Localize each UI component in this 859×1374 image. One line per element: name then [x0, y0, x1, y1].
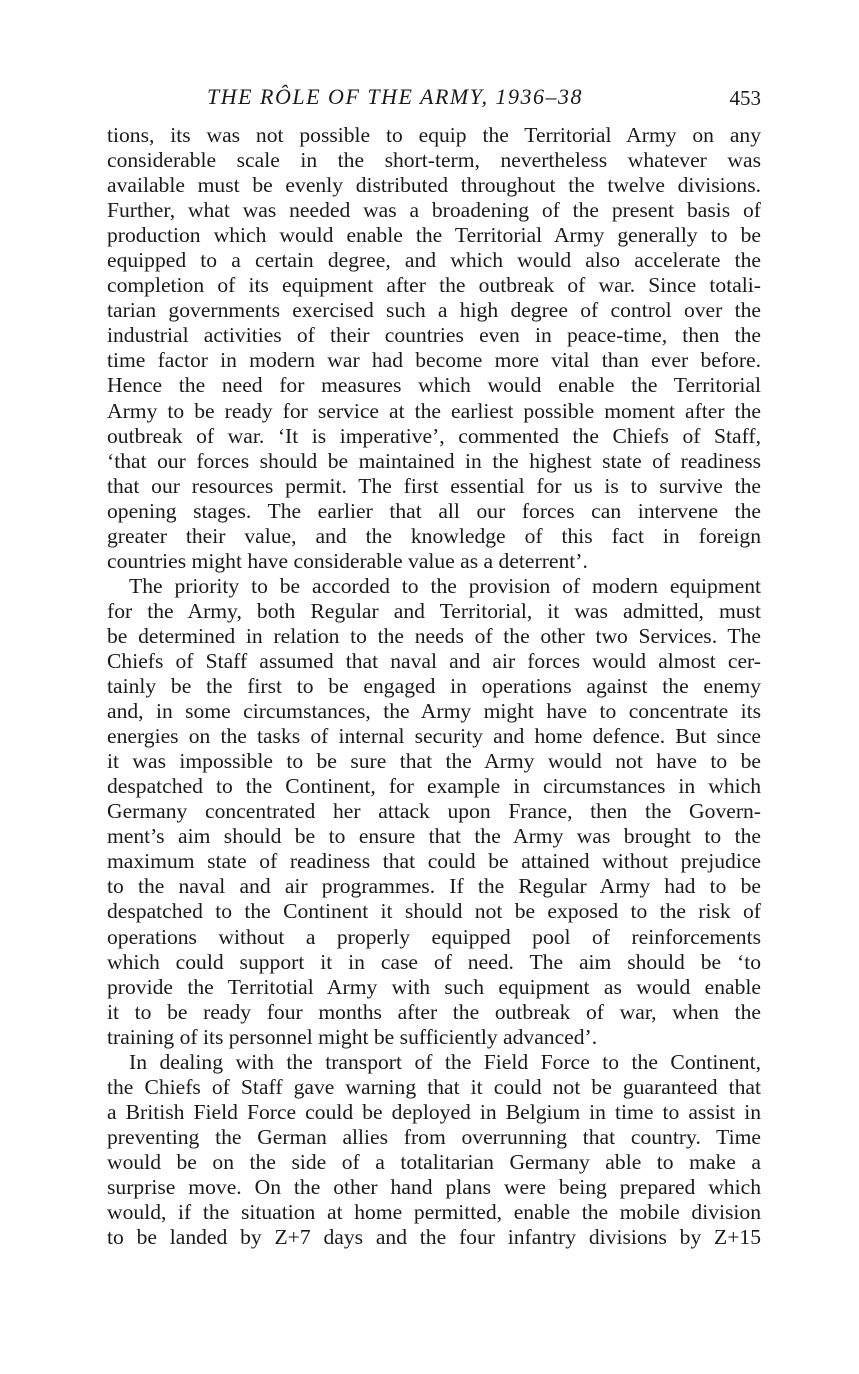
text-line: outbreak of war. ‘It is imperative’, commented the Chiefs of Staff,: [107, 423, 761, 448]
text-line: a British Field Force could be deployed in Belgium in time to assist in: [107, 1099, 761, 1124]
body-text: [107, 123, 761, 1250]
text-line: maximum state of readiness that could be attained without prejudice: [107, 849, 761, 874]
text-line: considerable scale in the short-term, nevertheless whatever was: [107, 148, 761, 173]
running-title: THE RÔLE OF THE ARMY, 1936–38: [207, 84, 583, 109]
text-line: production which would enable the Territorial Army generally to be: [107, 223, 761, 248]
text-line: it was impossible to be sure that the Army would not have to be: [107, 749, 761, 774]
text-line: and, in some circumstances, the Army might have to concentrate its: [107, 699, 761, 724]
page-header: [107, 84, 761, 114]
text-line: to the naval and air programmes. If the Regular Army had to be: [107, 874, 761, 899]
text-line: opening stages. The earlier that all our forces can intervene the: [107, 498, 761, 523]
page-number: 453: [729, 86, 761, 110]
text-line: would be on the side of a totalitarian Germany able to make a: [107, 1149, 761, 1174]
text-line: to be landed by Z+7 days and the four infantry divisions by Z+15: [107, 1225, 761, 1250]
text-line: ment’s aim should be to ensure that the Army was brought to the: [107, 824, 761, 849]
text-line: training of its personnel might be sufficiently advanced’.: [107, 1024, 598, 1049]
text-line: time factor in modern war had become more vital than ever before.: [107, 348, 761, 373]
text-line: provide the Territotial Army with such equipment as would enable: [107, 974, 761, 999]
text-line: tions, its was not possible to equip the Territorial Army on any: [107, 123, 761, 147]
text-line: ‘that our forces should be maintained in the highest state of readiness: [107, 448, 761, 473]
paragraph: [107, 574, 761, 1050]
text-line: tarian governments exercised such a high degree of control over the: [107, 298, 761, 323]
text-line: Further, what was needed was a broadening of the present basis of: [107, 198, 761, 223]
text-line: Germany concentrated her attack upon France, then the Govern-: [107, 799, 761, 824]
text-line: despatched to the Continent it should not be exposed to the risk of: [107, 899, 761, 924]
text-line: In dealing with the transport of the Field Force to the Continent,: [129, 1049, 761, 1074]
text-line: equipped to a certain degree, and which would also accelerate the: [107, 248, 761, 273]
text-line: The priority to be accorded to the provision of modern equipment: [129, 573, 761, 598]
text-line: energies on the tasks of internal security and home defence. But since: [107, 724, 761, 749]
text-line: it to be ready four months after the outbreak of war, when the: [107, 999, 761, 1024]
text-line: which could support it in case of need. The aim should be ‘to: [107, 949, 761, 974]
text-line: completion of its equipment after the outbreak of war. Since totali-: [107, 273, 761, 298]
text-line: countries might have considerable value as a deterrent’.: [107, 548, 588, 573]
text-line: tainly be the first to be engaged in operations against the enemy: [107, 674, 761, 699]
text-line: operations without a properly equipped pool of reinforcements: [107, 924, 761, 949]
text-line: Hence the need for measures which would enable the Territorial: [107, 373, 761, 398]
text-line: the Chiefs of Staff gave warning that it could not be guaranteed that: [107, 1074, 761, 1099]
text-line: industrial activities of their countries even in peace-time, then the: [107, 323, 761, 348]
text-line: greater their value, and the knowledge of this fact in foreign: [107, 523, 761, 548]
text-line: that our resources permit. The first essential for us is to survive the: [107, 473, 761, 498]
text-line: surprise move. On the other hand plans were being prepared which: [107, 1174, 761, 1199]
text-line: available must be evenly distributed throughout the twelve divisions.: [107, 173, 761, 198]
paragraph: [107, 123, 761, 574]
text-line: despatched to the Continent, for example in circumstances in which: [107, 774, 761, 799]
text-line: Chiefs of Staff assumed that naval and air forces would almost cer-: [107, 648, 761, 673]
text-line: would, if the situation at home permitted, enable the mobile division: [107, 1200, 761, 1225]
text-line: Army to be ready for service at the earliest possible moment after the: [107, 398, 761, 423]
text-line: for the Army, both Regular and Territorial, it was admitted, must: [107, 598, 761, 623]
paragraph: [107, 1050, 761, 1250]
text-line: be determined in relation to the needs of the other two Services. The: [107, 623, 761, 648]
text-line: preventing the German allies from overrunning that country. Time: [107, 1124, 761, 1149]
